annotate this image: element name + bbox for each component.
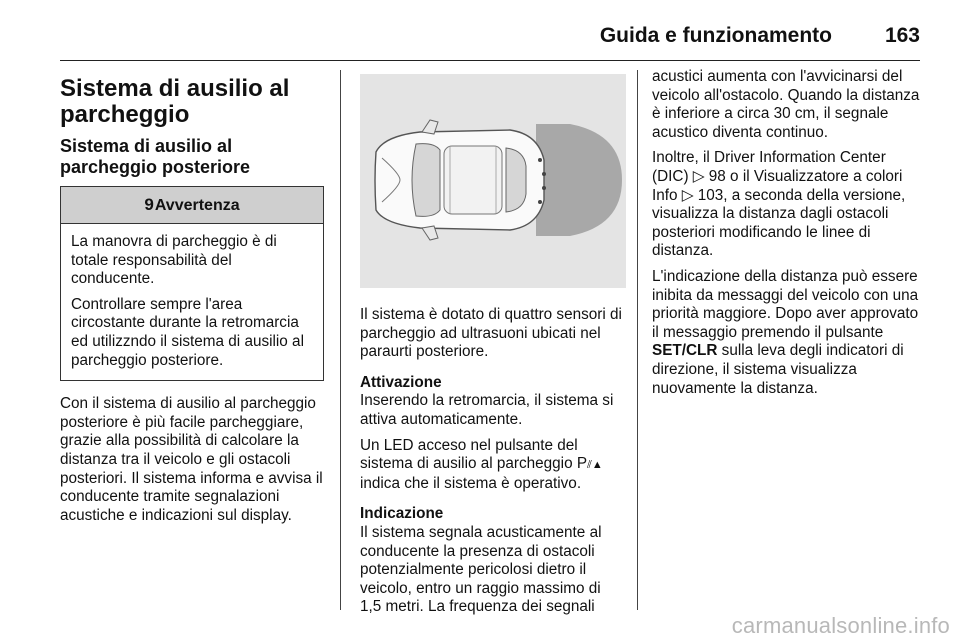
page-header: [60, 14, 920, 61]
warning-text: Controllare sempre l'area circostante durante la retromarcia ed utilizzndo il sistema di ausilio al parcheggio posteriore.: [71, 295, 304, 369]
body-paragraph: Inoltre, il Driver Information Center (DIC) ▷ 98 o il Visualizzatore a colori Info ▷ 103, a seconda della versione, visualizza la distanza dagli ostacoli posteriori modificando le linee di distanza.: [652, 149, 906, 260]
chapter-title: Guida e funzionamento: [599, 24, 832, 47]
warning-box: [60, 186, 324, 381]
warning-body: [61, 224, 323, 380]
text-run: Un LED acceso nel pulsante del sistema di ausilio al parcheggio: [360, 436, 578, 473]
column-left: [60, 68, 324, 532]
parking-assist-icon: P⫽▲: [576, 455, 603, 473]
body-paragraph: Con il sistema di ausilio al parcheggio posteriore è più facile parcheggiare, grazie alla possibilità di calcolare la distanza tra il veicolo e gli ostacoli posteriori. Il sistema informa e avvisa il conducente tramite segnalazioni acustiche e indicazioni sul display.: [60, 395, 323, 524]
body-paragraph: [652, 268, 924, 398]
set-clr-button-name: SET/CLR: [652, 342, 718, 360]
column-middle: [360, 68, 624, 624]
body-paragraph: [360, 437, 624, 494]
subsection-title: Sistema di ausilio al parcheggio posteriore: [60, 136, 251, 177]
text-run: indica che il sistema è operativo.: [360, 474, 582, 492]
body-paragraph: acustici aumenta con l'avvicinarsi del veicolo all'ostacolo. Quando la distanza è inferiore a circa 30 cm, il segnale acustico diventa continuo.: [652, 68, 920, 141]
body-paragraph: Inserendo la retromarcia, il sistema si attiva automaticamente.: [360, 392, 614, 428]
warning-icon: 9: [144, 195, 154, 214]
warning-text: La manovra di parcheggio è di totale responsabilità del conducente.: [71, 233, 277, 288]
park-symbol: P: [576, 455, 588, 473]
watermark: carmanualsonline.info: [731, 613, 950, 638]
text-run: sulla leva degli indicatori di direzione, il sistema visualizza nuovamente la distanza.: [652, 342, 904, 397]
car-top-view-icon: [375, 120, 546, 240]
page-number: 163: [884, 24, 920, 47]
text-run: L'indicazione della distanza può essere inibita da messaggi del veicolo con una priorità maggiore. Dopo aver approvato il messaggio premendo il pulsante: [652, 267, 919, 341]
column-right: [652, 68, 924, 405]
subheading-indication: Indicazione: [360, 505, 444, 523]
body-paragraph: Il sistema è dotato di quattro sensori di parcheggio ad ultrasuoni ubicati nel paraurti posteriore.: [360, 306, 622, 361]
warning-title: Avvertenza: [154, 197, 240, 214]
column-divider: [340, 70, 341, 610]
body-paragraph: Il sistema segnala acusticamente al conducente la presenza di ostacoli potenzialmente pericolosi dietro il veicolo, entro un raggio massimo di 1,5 metri. La frequenza dei segnali: [360, 523, 602, 616]
warning-header: [61, 187, 323, 224]
subheading-activation: Attivazione: [360, 373, 442, 391]
section-title: Sistema di ausilio al parcheggio: [60, 75, 290, 128]
parking-sensor-illustration: [360, 74, 626, 288]
column-divider: [637, 70, 638, 610]
